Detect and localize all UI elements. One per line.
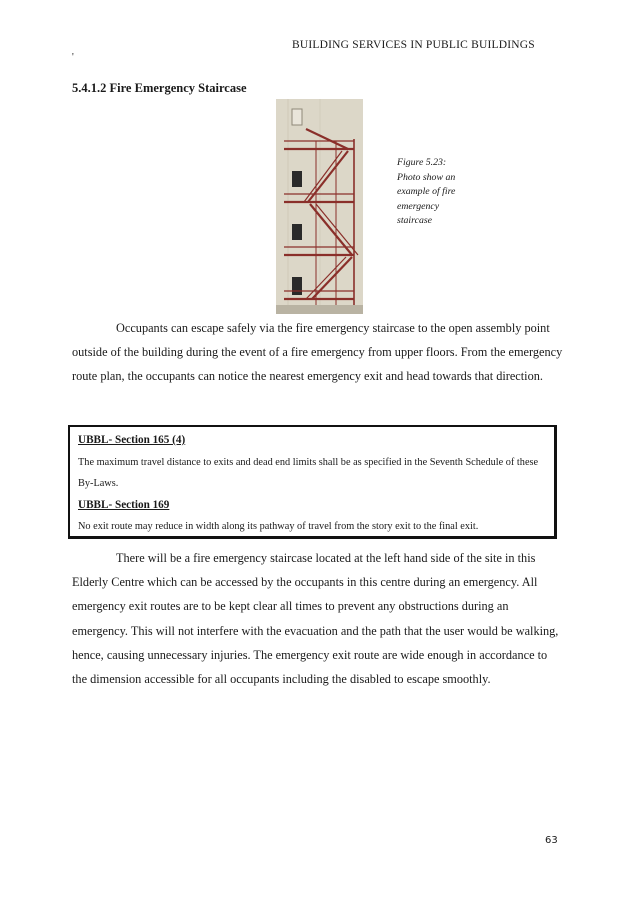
paragraph-text: There will be a fire emergency staircase located at the left hand side of the site in this Elderly Centre which can be accessed by the occupants in this centre during an emergency. All emergency exit routes are to be kept clear all times to prevent any obstructions during an emergency. This will not interfere with the evacuation and the path that the user would be walking, hence, causing unnecessary injuries. The emergency exit route are wide enough in accordance to the dimension accessible for all occupants including the disabled to escape smoothly. [72, 551, 559, 687]
stray-mark: ' [72, 52, 74, 63]
regulation-text: The maximum travel distance to exits and dead end limits shall be as specified in the Seventh Schedule of these By-Laws. [78, 456, 539, 489]
page-number: 63 [545, 835, 558, 846]
fire-staircase-photo [276, 99, 363, 314]
body-paragraph [72, 546, 564, 691]
regulation-text: No exit route may reduce in width along its pathway of travel from the story exit to the final exit. [78, 521, 479, 532]
regulation-box [68, 425, 557, 539]
running-header: BUILDING SERVICES IN PUBLIC BUILDINGS [292, 39, 535, 51]
section-heading: 5.4.1.2 Fire Emergency Staircase [72, 81, 247, 95]
regulation-title: UBBL- Section 169 [78, 498, 170, 511]
caption-line: emergency [397, 200, 440, 212]
caption-line: Figure 5.23: [397, 157, 447, 168]
caption-line: Photo show an [397, 171, 456, 183]
regulation-title: UBBL- Section 165 (4) [78, 434, 186, 446]
figure-caption [397, 156, 487, 229]
paragraph-text: Occupants can escape safely via the fire emergency staircase to the open assembly point outside of the building during the event of a fire emergency from upper floors. From the emergency route plan, the occupants can notice the nearest emergency exit and head towards that direction. [72, 321, 563, 384]
caption-line: staircase [397, 215, 433, 227]
caption-line: example of fire [397, 186, 456, 198]
body-paragraph [72, 316, 564, 389]
